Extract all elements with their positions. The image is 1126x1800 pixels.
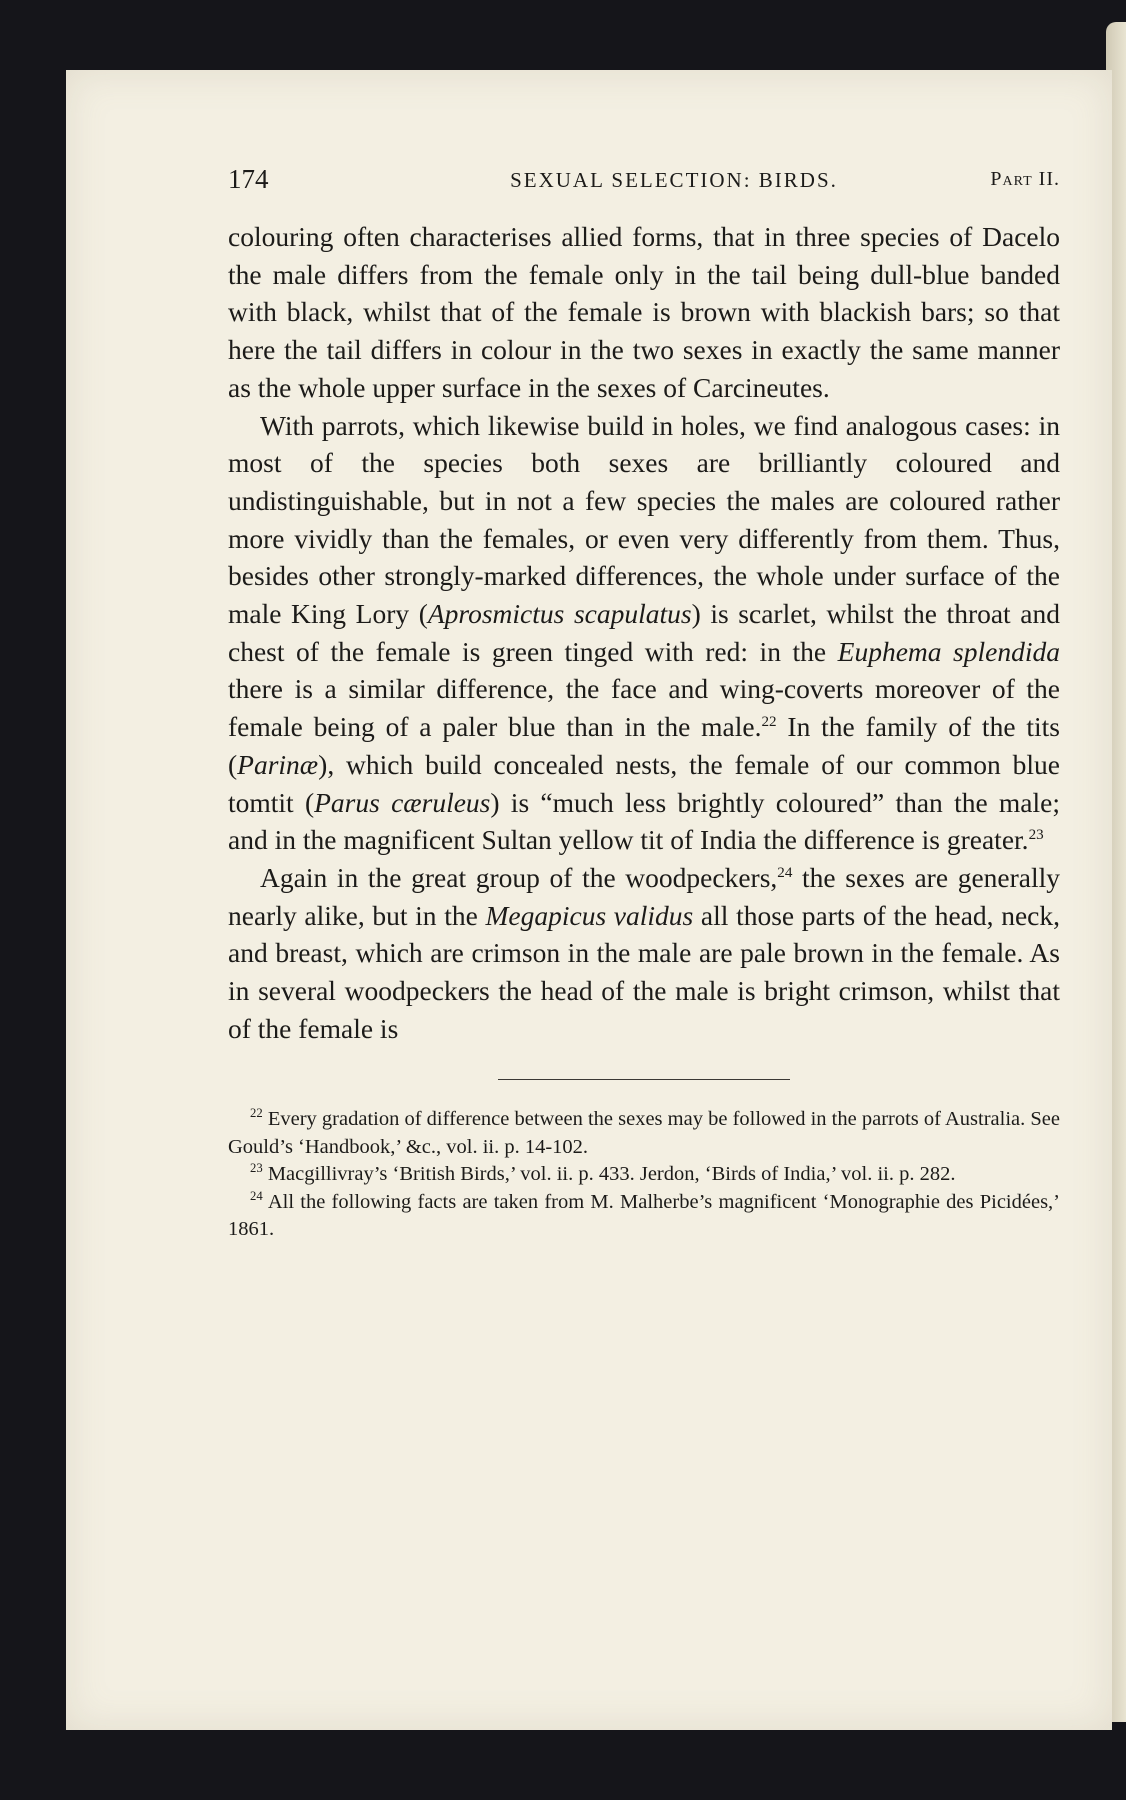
text-run: colouring often characterises allied forms, that in three species of Dacelo the male differs from the female only in the tail being dull-blue banded with black, whilst that of the female is brown with blackish bars; so that here the tail differs in colour in the two sexes in exactly the same manner as the whole upper surface in the sexes of Carcineutes.: [228, 221, 1060, 403]
italic-text: Aprosmictus scapulatus: [427, 598, 692, 630]
footnote-text: Macgillivray’s ‘British Birds,’ vol. ii. p. 433. Jerdon, ‘Birds of India,’ vol. ii. p. 282.: [262, 1163, 956, 1186]
footnote-ref: 22: [761, 713, 777, 730]
text-run: ) is scarlet, whilst the throat and chest of the female is green tinged with red: in the: [228, 598, 1061, 667]
footnotes: [228, 1106, 1060, 1244]
italic-text: Megapicus validus: [485, 899, 694, 931]
text-run: there is a similar difference, the face and wing-coverts moreover of the female being of a paler blue than in the male.: [228, 673, 1060, 743]
page-content: [228, 164, 1060, 1244]
footnote-marker: 24: [250, 1189, 263, 1204]
running-head: [228, 164, 1060, 210]
text-run: In the family of the tits (: [228, 711, 1060, 780]
footnote-marker: 22: [250, 1106, 263, 1121]
text-run: all those parts of the head, neck, and breast, which are crimson in the male are pale brown in the female. As in several woodpeckers the head of the male is bright crimson, whilst that of the female is: [228, 899, 1060, 1044]
book-page: [66, 70, 1112, 1730]
text-run: ), which build concealed nests, the female of our common blue tomtit (: [228, 748, 1060, 818]
text-run: With parrots, which likewise build in holes, we find analogous cases: in most of the species both sexes are brilliantly coloured and undistinguishable, but in not a few species the males are coloured rather more vividly than the females, or even very differently from them. Thus, besides other strongly-marked differences, the whole under surface of the male King Lory (: [228, 409, 1060, 630]
body-text: [228, 218, 1060, 1047]
page-number: 174: [228, 164, 269, 194]
text-run: Again in the great group of the woodpeckers,: [260, 861, 778, 893]
footnote-ref: 23: [1028, 827, 1044, 844]
text-run: ) is “much less brightly coloured” than the male; and in the magnificent Sultan yellow tit of India the difference is greater.: [228, 786, 1060, 856]
footnote: [228, 1106, 1060, 1161]
italic-text: Euphema splendida: [837, 635, 1060, 667]
footnote-text: All the following facts are taken from M. Malherbe’s magnificent ‘Monographie des Picidées,’ 1861.: [228, 1190, 1060, 1241]
text-run: the sexes are generally nearly alike, but in the: [228, 861, 1060, 931]
paragraph: [228, 407, 1060, 859]
footnote: [228, 1189, 1060, 1244]
footnote-text: Every gradation of difference between the sexes may be followed in the parrots of Australia. See Gould’s ‘Handbook,’ &c., vol. ii. p. 14-102.: [228, 1108, 1060, 1158]
italic-text: Parinæ: [237, 748, 319, 780]
paragraph: [228, 859, 1060, 1048]
part-label: Part II.: [990, 168, 1060, 190]
footnote-marker: 23: [250, 1161, 263, 1176]
footnote-rule: [498, 1079, 790, 1080]
footnote: [228, 1161, 1060, 1189]
footnote-ref: 24: [777, 864, 793, 881]
italic-text: Parus cæruleus: [314, 786, 491, 818]
paragraph: [228, 218, 1060, 407]
running-title: SEXUAL SELECTION: BIRDS.: [510, 168, 838, 192]
